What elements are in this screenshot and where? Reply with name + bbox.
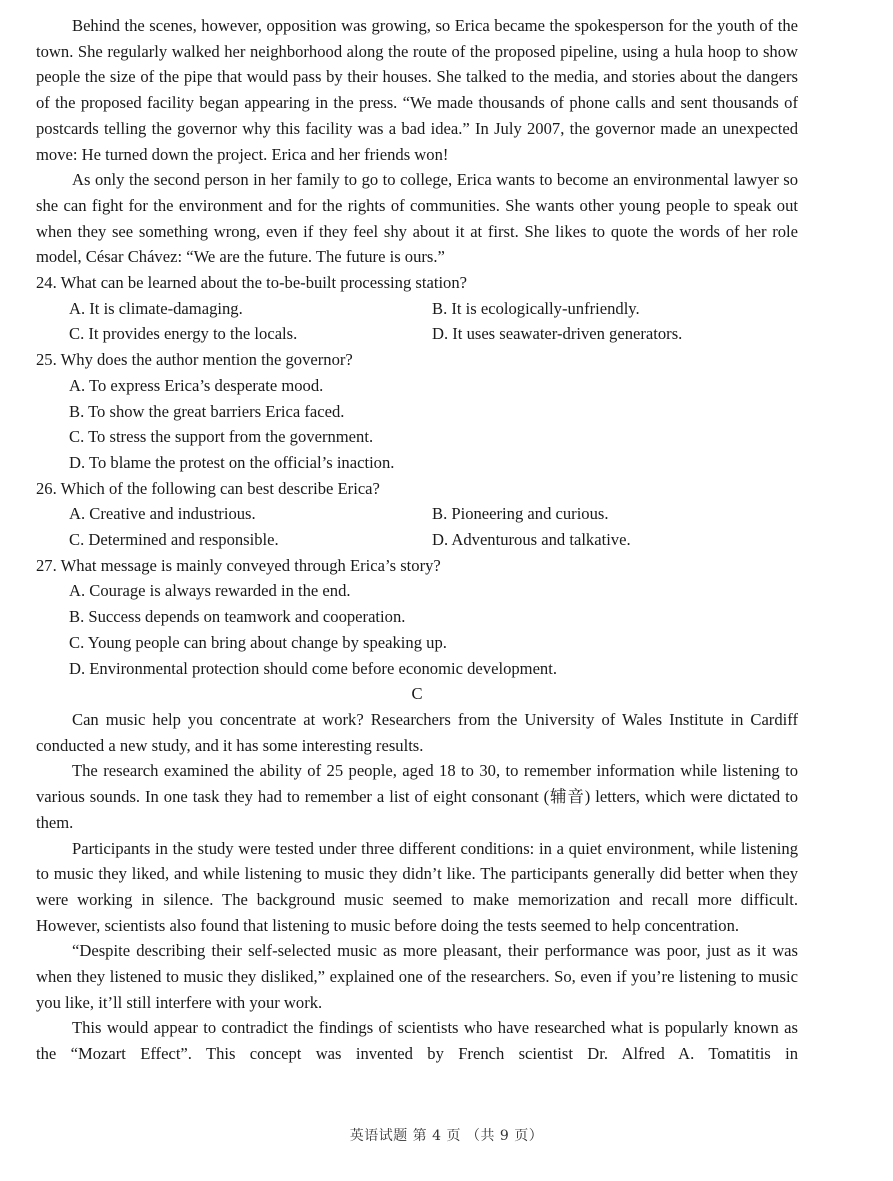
option-c[interactable]: C. Determined and responsible.: [69, 530, 279, 550]
option-a[interactable]: A. Creative and industrious.: [69, 504, 256, 524]
passage-b-paragraph-2: As only the second person in her family to go to college, Erica wants to become an environmental lawyer so she can fight for the environment and for the rights of communities. She wants other young people to speak out when they see something wrong, even if they feel shy about it at first. She likes to quote the words of her role model, César Chávez: “We are the future. The future is ours.”: [36, 170, 798, 267]
question-stem: 24. What can be learned about the to-be-built processing station?: [36, 273, 468, 293]
option-b[interactable]: B. It is ecologically-unfriendly.: [432, 298, 640, 318]
option-d[interactable]: D. Environmental protection should come before economic development.: [69, 658, 557, 678]
passage-b-paragraph-1: Behind the scenes, however, opposition was growing, so Erica became the spokesperson for the youth of the town. She regularly walked her neighborhood along the route of the proposed pipeline, using a hula hoop to show people the size of the pipe that would pass by their houses. She talked to the media, and stories about the dangers of the proposed facility began appearing in the press. “We made thousands of phone calls and sent thousands of postcards telling the governor why this facility was a bad idea.” In July 2007, the governor made an unexpected move: He turned down the project. Erica and her friends won!: [36, 16, 798, 164]
question-stem: 27. What message is mainly conveyed through Erica’s story?: [36, 555, 441, 575]
passage-c-paragraph-3: Participants in the study were tested under three different conditions: in a quiet environment, while listening to music they liked, and while listening to music they didn’t like. The participants generally did better when they were working in silence. The background music seemed to make memorization and recall more difficult. However, scientists also found that listening to music before doing the tests seemed to help concentration.: [36, 838, 798, 935]
page-footer: 英语试题 第 4 页 （共 9 页）: [349, 1128, 544, 1144]
option-c[interactable]: C. To stress the support from the government.: [69, 427, 374, 447]
passage-c-paragraph-4: “Despite describing their self-selected music as more pleasant, their performance was poor, just as it was when they listened to music they disliked,” explained one of the researchers. So, even if you’re listening to music you like, it’ll still interfere with your work.: [36, 941, 798, 1012]
question-stem: 25. Why does the author mention the governor?: [36, 350, 353, 370]
question-25: [36, 347, 798, 476]
option-d[interactable]: D. It uses seawater-driven generators.: [432, 324, 683, 344]
option-a[interactable]: A. Courage is always rewarded in the end.: [69, 581, 351, 601]
option-a[interactable]: A. It is climate-damaging.: [69, 298, 243, 318]
option-row: [36, 296, 798, 322]
passage-c-paragraph-1: Can music help you concentrate at work? Researchers from the University of Wales Institute in Cardiff conducted a new study, and it has some interesting results.: [36, 709, 798, 755]
option-b[interactable]: B. Pioneering and curious.: [432, 504, 609, 524]
exam-page: [36, 13, 798, 1067]
option-a[interactable]: A. To express Erica’s desperate mood.: [69, 375, 324, 395]
option-d[interactable]: D. To blame the protest on the official’s inaction.: [69, 452, 395, 472]
question-stem: 26. Which of the following can best describe Erica?: [36, 478, 380, 498]
option-row: [36, 527, 798, 553]
option-b[interactable]: B. Success depends on teamwork and cooperation.: [69, 607, 406, 627]
option-c[interactable]: C. Young people can bring about change by speaking up.: [69, 632, 447, 652]
question-26: [36, 476, 798, 553]
option-row: [36, 501, 798, 527]
option-d[interactable]: D. Adventurous and talkative.: [432, 530, 631, 550]
question-24: [36, 270, 798, 347]
option-c[interactable]: C. It provides energy to the locals.: [69, 324, 298, 344]
passage-c-paragraph-5: This would appear to contradict the findings of scientists who have researched what is popularly known as the “Mozart Effect”. This concept was invented by French scientist Dr. Alfred A. Tomatitis in: [36, 1018, 798, 1064]
option-row: [36, 321, 798, 347]
question-27: [36, 553, 798, 682]
section-heading-c: C: [411, 684, 423, 704]
passage-c-paragraph-2: The research examined the ability of 25 people, aged 18 to 30, to remember information while listening to various sounds. In one task they had to remember a list of eight consonant (辅音) letters, which were dictated to them.: [36, 761, 798, 832]
option-b[interactable]: B. To show the great barriers Erica faced.: [69, 401, 345, 421]
